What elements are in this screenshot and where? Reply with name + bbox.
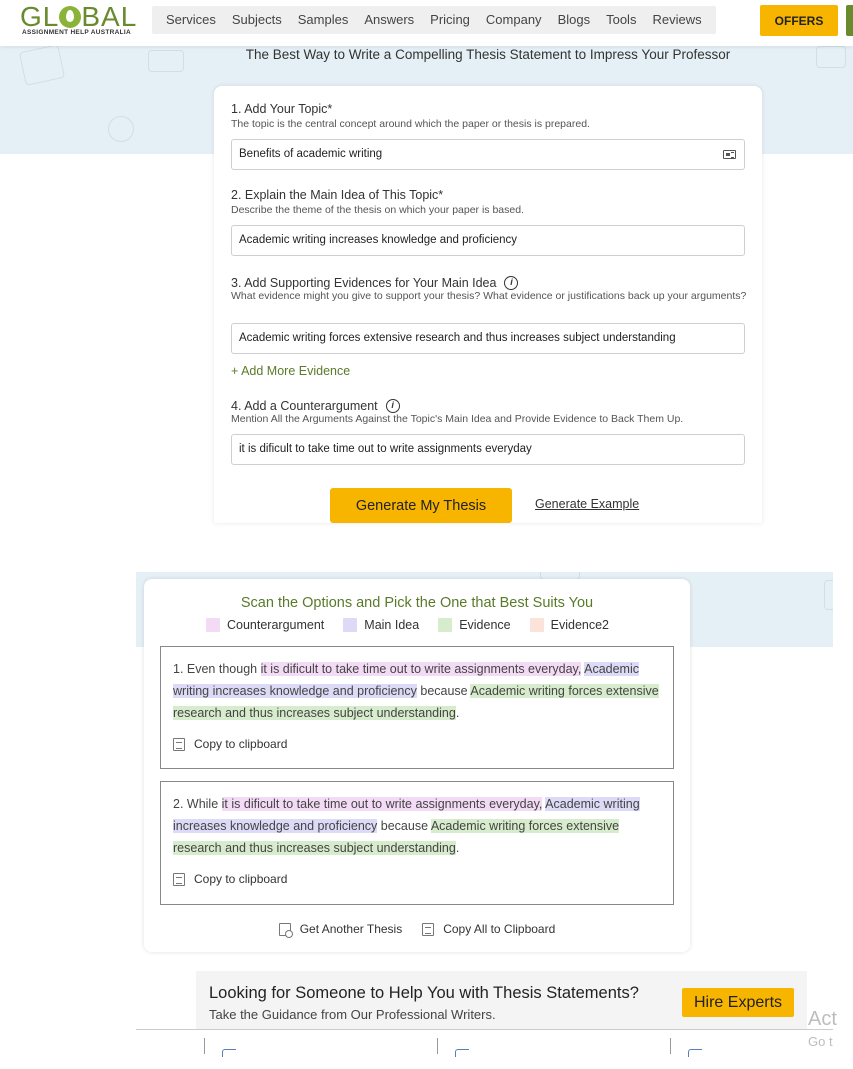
copy-to-clipboard-button[interactable] bbox=[173, 872, 661, 886]
legend-label: Counterargument bbox=[227, 618, 325, 632]
doodle-pen-icon bbox=[824, 580, 833, 610]
logo-wordmark: GL BAL bbox=[20, 1, 138, 32]
legend-evidence bbox=[438, 618, 510, 632]
legend-swatch bbox=[343, 618, 357, 632]
evidence-label bbox=[231, 275, 518, 291]
thesis-counterargument: it is dificult to take time out to write assignments everyday, bbox=[260, 662, 582, 676]
results-title: Scan the Options and Pick the One that Best Suits You bbox=[240, 595, 594, 611]
evidence-label-text: 3. Add Supporting Evidences for Your Main Idea bbox=[231, 276, 497, 290]
nav-pricing[interactable]: Pricing bbox=[430, 12, 470, 27]
thesis-joiner: because bbox=[416, 684, 471, 698]
site-header bbox=[0, 0, 853, 46]
topic-input[interactable] bbox=[231, 139, 745, 170]
activation-watermark-sub: Go t bbox=[808, 1034, 833, 1049]
generate-thesis-button[interactable]: Generate My Thesis bbox=[330, 488, 512, 523]
section-divider bbox=[136, 1029, 833, 1030]
main-idea-input[interactable]: Academic writing increases knowledge and proficiency bbox=[231, 225, 745, 256]
copy-to-clipboard-button[interactable] bbox=[173, 737, 661, 751]
nav-answers[interactable]: Answers bbox=[364, 12, 415, 27]
thesis-main-idea: Academic writing increases knowledge and proficiency bbox=[173, 797, 640, 833]
thesis-joiner: because bbox=[377, 819, 431, 833]
main-nav bbox=[152, 6, 716, 34]
thesis-prefix: 1. Even though bbox=[173, 662, 261, 676]
column-divider bbox=[670, 1038, 671, 1054]
clipboard-icon bbox=[173, 738, 185, 751]
doodle-pencil-icon bbox=[108, 116, 134, 142]
refresh-document-icon bbox=[279, 923, 291, 936]
nav-services[interactable]: Services bbox=[166, 12, 216, 27]
column-divider bbox=[437, 1038, 438, 1054]
thesis-end: . bbox=[455, 841, 460, 855]
hire-experts-button[interactable]: Hire Experts bbox=[682, 988, 794, 1017]
cta-subtitle: Take the Guidance from Our Professional Writers. bbox=[209, 1007, 496, 1022]
thesis-evidence: Academic writing forces extensive research and thus increases subject understanding bbox=[173, 819, 620, 855]
add-more-evidence-link[interactable]: + Add More Evidence bbox=[231, 364, 351, 378]
legend-label: Evidence bbox=[459, 618, 511, 632]
thesis-option bbox=[160, 781, 674, 905]
main-idea-label bbox=[231, 187, 443, 203]
thesis-evidence: Academic writing forces extensive research and thus increases subject understanding bbox=[173, 684, 659, 720]
thesis-prefix: 2. While bbox=[173, 797, 222, 811]
column-divider bbox=[204, 1038, 205, 1054]
feature-icon bbox=[688, 1049, 702, 1057]
clipboard-icon bbox=[422, 923, 434, 936]
info-icon[interactable]: i bbox=[386, 399, 400, 413]
feature-icon bbox=[222, 1049, 236, 1057]
generate-example-link[interactable]: Generate Example bbox=[535, 497, 640, 511]
id-card-icon[interactable] bbox=[723, 150, 736, 159]
nav-reviews[interactable]: Reviews bbox=[652, 12, 702, 27]
nav-tools[interactable]: Tools bbox=[606, 12, 637, 27]
counterargument-label bbox=[231, 398, 400, 414]
thesis-counterargument: it is dificult to take time out to write assignments everyday, bbox=[221, 797, 543, 811]
main-idea-help: Describe the theme of the thesis on which your paper is based. bbox=[231, 204, 524, 216]
thesis-option-text bbox=[173, 658, 661, 724]
topic-input-value: Benefits of academic writing bbox=[239, 148, 383, 160]
thesis-end: . bbox=[455, 706, 460, 720]
logo-globe-icon bbox=[59, 6, 81, 28]
legend-label: Evidence2 bbox=[550, 618, 609, 632]
results-panel bbox=[144, 579, 690, 952]
cta-title: Looking for Someone to Help You with Thesis Statements? bbox=[209, 984, 639, 1002]
counterargument-input[interactable]: it is dificult to take time out to write assignments everyday bbox=[231, 434, 745, 465]
info-icon[interactable]: i bbox=[504, 276, 518, 290]
thesis-option bbox=[160, 646, 674, 769]
offers-button[interactable]: OFFERS bbox=[760, 5, 838, 36]
nav-samples[interactable]: Samples bbox=[297, 12, 349, 27]
legend-swatch bbox=[530, 618, 544, 632]
legend-counterargument bbox=[206, 618, 324, 632]
activation-watermark: Act bbox=[808, 1008, 837, 1030]
copy-label: Copy to clipboard bbox=[194, 872, 288, 886]
topic-label-text: 1. Add Your Topic* bbox=[231, 102, 333, 116]
results-actions bbox=[144, 922, 690, 936]
nav-company[interactable]: Company bbox=[485, 12, 542, 27]
legend-evidence2 bbox=[530, 618, 609, 632]
legend-label: Main Idea bbox=[364, 618, 420, 632]
counterargument-label-text: 4. Add a Counterargument bbox=[231, 399, 378, 413]
header-cta-button-edge[interactable] bbox=[846, 5, 853, 36]
get-another-thesis-button[interactable] bbox=[279, 922, 403, 936]
nav-blogs[interactable]: Blogs bbox=[557, 12, 591, 27]
thesis-main-idea: Academic writing increases knowledge and proficiency bbox=[173, 662, 639, 698]
evidence-help: What evidence might you give to support your thesis? What evidence or justifications back up your arguments? bbox=[231, 290, 747, 302]
evidence-input[interactable]: Academic writing forces extensive research and thus increases subject understanding bbox=[231, 323, 745, 354]
topic-help: The topic is the central concept around which the paper or thesis is prepared. bbox=[231, 118, 590, 130]
legend-swatch bbox=[438, 618, 452, 632]
logo-subtitle: ASSIGNMENT HELP AUSTRALIA bbox=[22, 29, 131, 36]
clipboard-icon bbox=[173, 873, 185, 886]
copy-all-label: Copy All to Clipboard bbox=[443, 922, 556, 936]
nav-subjects[interactable]: Subjects bbox=[231, 12, 282, 27]
logo[interactable] bbox=[20, 2, 144, 42]
copy-all-button[interactable] bbox=[422, 922, 555, 936]
hire-experts-banner bbox=[196, 971, 807, 1029]
legend bbox=[206, 618, 628, 632]
feature-icon bbox=[455, 1049, 469, 1057]
legend-swatch bbox=[206, 618, 220, 632]
thesis-option-text bbox=[173, 793, 661, 859]
counterargument-help: Mention All the Arguments Against the Topic's Main Idea and Provide Evidence to Back Them Up. bbox=[231, 413, 684, 425]
thesis-form bbox=[214, 86, 762, 523]
main-idea-label-text: 2. Explain the Main Idea of This Topic* bbox=[231, 188, 444, 202]
page-title: The Best Way to Write a Compelling Thesis Statement to Impress Your Professor bbox=[245, 47, 731, 62]
topic-label bbox=[231, 101, 332, 117]
legend-main-idea bbox=[343, 618, 419, 632]
copy-label: Copy to clipboard bbox=[194, 737, 288, 751]
get-another-label: Get Another Thesis bbox=[299, 922, 403, 936]
